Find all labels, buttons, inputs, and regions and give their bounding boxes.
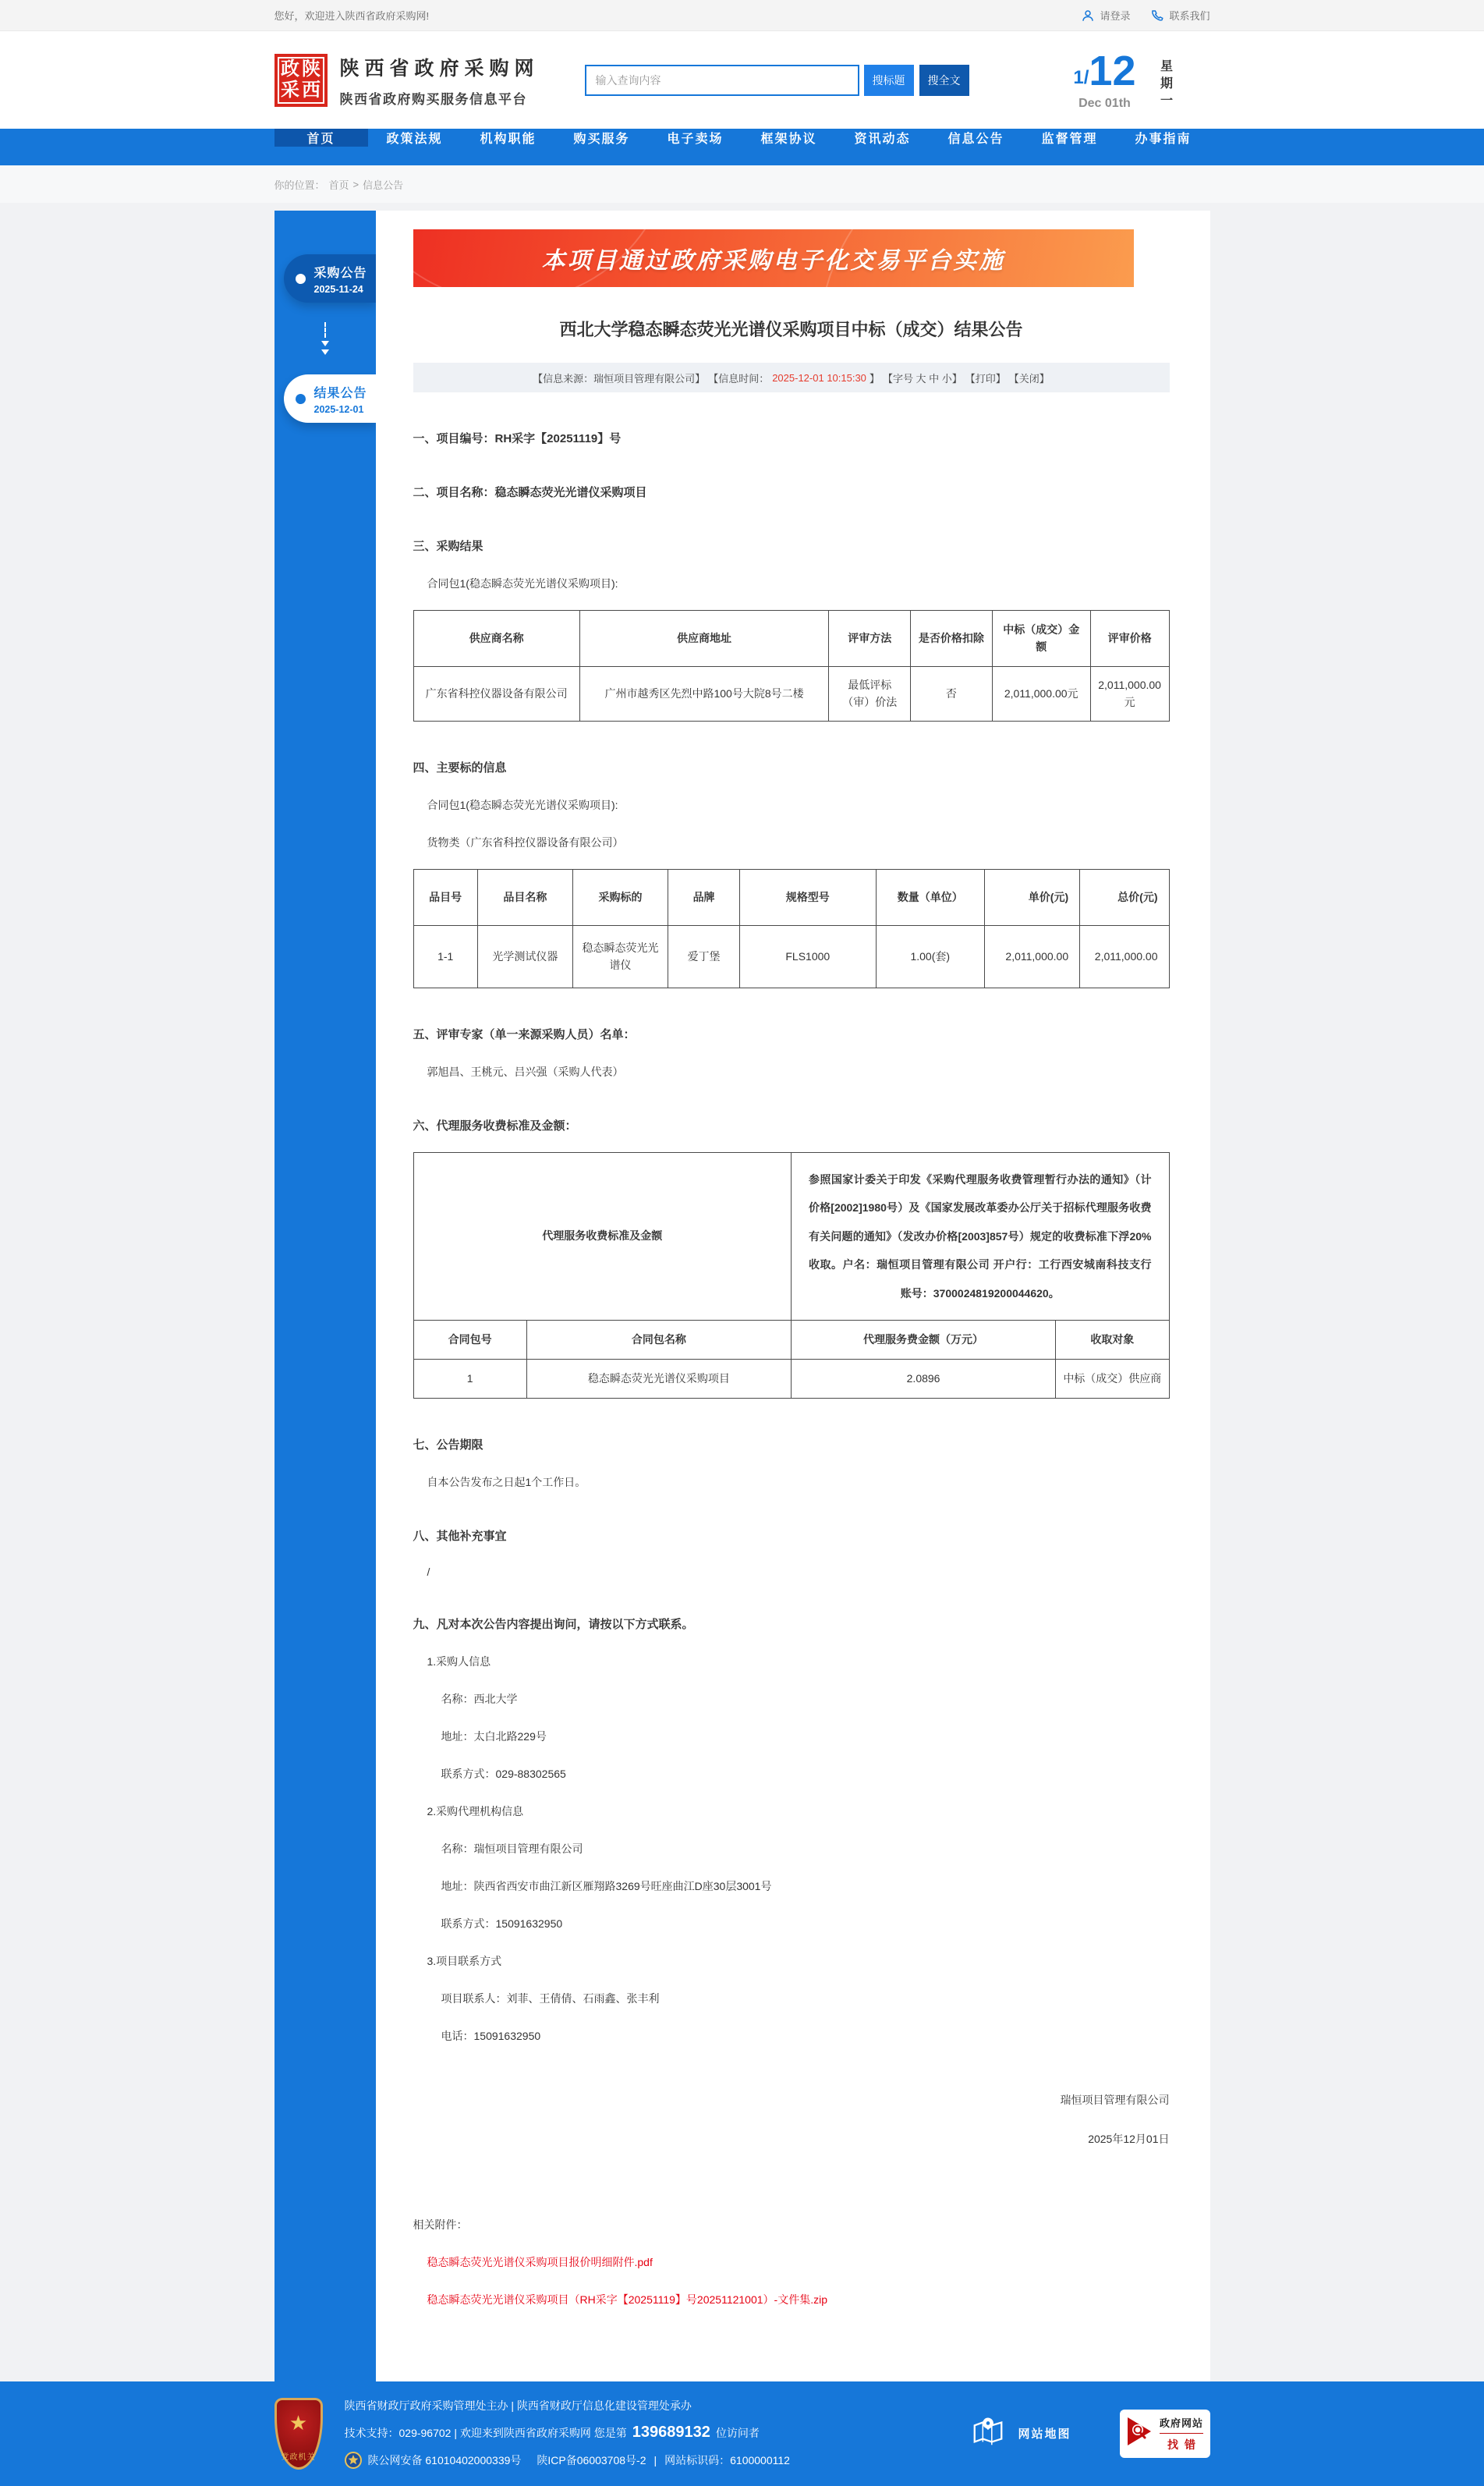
section-3-note: 合同包1(稳态瞬态荧光光谱仪采购项目): xyxy=(427,577,618,590)
font-size-control[interactable]: 【字号 大 中 小】 xyxy=(882,372,962,385)
date-widget xyxy=(1073,47,1210,111)
footer-support: 技术支持：029-96702 | 欢迎来到陕西省政府采购网 您是第 xyxy=(344,2426,627,2439)
nav-item-home[interactable]: 首页 xyxy=(274,129,368,147)
meta-time-close: 】 xyxy=(869,372,880,385)
section-6-heading: 六、代理服务收费标准及金额： xyxy=(413,1119,577,1133)
article-meta-bar xyxy=(413,363,1170,392)
bullet-dot-icon xyxy=(296,274,306,284)
section-5-heading: 五、评审专家（单一来源采购人员）名单： xyxy=(413,1028,636,1041)
nav-item-news[interactable]: 资讯动态 xyxy=(854,133,911,146)
party-government-emblem: ★ 党政机关 xyxy=(274,2398,323,2470)
attachments-label: 相关附件： xyxy=(413,2218,468,2231)
login-link[interactable]: 请登录 xyxy=(1081,8,1130,23)
breadcrumb-strip xyxy=(0,165,1484,203)
site-logo[interactable]: 政 陕 采 西 xyxy=(274,54,328,107)
signature-company: 瑞恒项目管理有限公司 xyxy=(1060,2093,1170,2106)
breadcrumb: 你的位置： 首页 > 信息公告 xyxy=(274,178,404,191)
section-8-body: / xyxy=(427,1565,430,1578)
table-header-row: 品目号 品目名称 采购标的 品牌 规格型号 数量（单位） 单价(元) 总价(元) xyxy=(413,870,1169,926)
table-row: 代理服务收费标准及金额 参照国家计委关于印发《采购代理服务收费管理暂行办法的通知》（计价格[2002]1980号）及《国家发展改革委办公厅关于招标代理服务收费有关问题的通知》（发改办价格[2003]857号）规定的收费标准下浮20%收取。户名：瑞恒项目管理有限公司 开户行：工行西安城南科技支行 账号：3700024819200044620。 xyxy=(413,1153,1169,1321)
main-nav xyxy=(0,129,1484,165)
footer-site-code: 网站标识码：6100000112 xyxy=(664,2454,790,2467)
section-4-note2: 货物类（广东省科控仪器设备有限公司） xyxy=(427,836,624,849)
attachments-section xyxy=(413,2217,1170,2307)
nav-item-policy[interactable]: 政策法规 xyxy=(386,133,443,146)
signature-block xyxy=(413,2092,1170,2147)
section-2-heading: 二、项目名称：稳态瞬态荧光光谱仪采购项目 xyxy=(413,486,647,499)
contact-link[interactable]: 联系我们 xyxy=(1150,8,1210,23)
site-footer: ★ 党政机关 陕西省财政厅政府采购管理处主办 | 陕西省财政厅信息化建设管理处承办 技术支持：029-96702 | 欢迎来到陕西省政府采购网 您是第 139689132 位访问者 陕公网安备 61010402000339号 陕ICP备06003708号-2 | 网站标识码：6100000112 网站地图 政府网站 找错 xyxy=(0,2381,1484,2486)
search-input[interactable] xyxy=(585,65,859,96)
gov-site-error-report-badge[interactable]: 政府网站 找错 xyxy=(1120,2410,1210,2458)
weekday-label: 星期一 xyxy=(1158,59,1172,111)
search-bar xyxy=(585,65,969,96)
section-8-heading: 八、其他补充事宜 xyxy=(413,1529,507,1543)
bullet-dot-icon xyxy=(296,394,306,404)
table-row: 广东省科控仪器设备有限公司 广州市越秀区先烈中路100号大院8号二楼 最低评标（审）价法 否 2,011,000.00元 2,011,000.00元 xyxy=(413,667,1169,722)
section-4-note1: 合同包1(稳态瞬态荧光光谱仪采购项目): xyxy=(427,799,618,811)
site-title: 陕西省政府采购网 xyxy=(339,57,540,80)
contact-line: 联系方式：029-88302565 xyxy=(441,1767,566,1780)
date-fraction: 1/ xyxy=(1073,66,1089,88)
table-header-row: 供应商名称 供应商地址 评审方法 是否价格扣除 中标（成交）金额 评审价格 xyxy=(413,611,1169,667)
site-subtitle: 陕西省政府购买服务信息平台 xyxy=(339,91,527,107)
article-title: 西北大学稳态瞬态荧光光谱仪采购项目中标（成交）结果公告 xyxy=(559,320,1023,339)
nav-item-framework[interactable]: 框架协议 xyxy=(760,133,817,146)
welcome-text: 您好，欢迎进入陕西省政府采购网! xyxy=(274,10,430,22)
arrow-down-icon xyxy=(274,303,376,374)
attachment-link-pdf[interactable]: 稳态瞬态荧光光谱仪采购项目报价明细附件.pdf xyxy=(427,2255,653,2268)
visitor-count: 139689132 xyxy=(632,2424,710,2442)
search-fulltext-button[interactable]: 搜全文 xyxy=(919,65,969,96)
contact-line: 联系方式：15091632950 xyxy=(441,1917,563,1930)
map-icon xyxy=(970,2413,1006,2453)
section-9-heading: 九、凡对本次公告内容提出询问，请按以下方式联系。 xyxy=(413,1617,694,1631)
breadcrumb-current[interactable]: 信息公告 xyxy=(363,179,404,191)
magnifier-flag-icon xyxy=(1126,2416,1154,2451)
footer-organizer: 陕西省财政厅政府采购管理处主办 | 陕西省财政厅信息化建设管理处承办 xyxy=(344,2399,692,2413)
platform-banner: 本项目通过政府采购电子化交易平台实施 xyxy=(413,229,1134,287)
emblem-star-icon: ★ xyxy=(289,2410,308,2435)
sitemap-link[interactable]: 网站地图 xyxy=(970,2413,1071,2453)
footer-visitor-suffix: 位访问者 xyxy=(715,2426,760,2439)
phone-icon xyxy=(1150,9,1164,23)
print-button[interactable]: 【打印】 xyxy=(965,372,1006,385)
meta-time-value: 2025-12-01 10:15:30 xyxy=(772,371,866,384)
meta-time-open: 【信息时间： xyxy=(708,372,770,385)
sidebar-item-result-notice[interactable]: 结果公告 2025-12-01 xyxy=(284,374,376,423)
user-icon xyxy=(1081,9,1095,23)
close-button[interactable]: 【关闭】 xyxy=(1008,372,1050,385)
table-row: 1-1 光学测试仪器 稳态瞬态荧光光谱仪 爱丁堡 FLS1000 1.00(套) 2,011,000.00 2,011,000.00 xyxy=(413,926,1169,988)
date-english: Dec 01th xyxy=(1078,96,1131,110)
section-7-body: 自本公告发布之日起1个工作日。 xyxy=(427,1475,586,1488)
nav-item-purchase-service[interactable]: 购买服务 xyxy=(573,133,630,146)
footer-beian: 陕公网安备 61010402000339号 xyxy=(367,2454,522,2467)
section-4-heading: 四、主要标的信息 xyxy=(413,761,507,775)
topbar xyxy=(0,0,1484,31)
timeline-sidebar xyxy=(274,211,376,2381)
main-area xyxy=(0,203,1484,2381)
attachment-link-zip[interactable]: 稳态瞬态荧光光谱仪采购项目（RH采字【20251119】号20251121001）-文件集.zip xyxy=(427,2293,827,2306)
contact-line: 电话：15091632950 xyxy=(441,2029,541,2042)
table-row: 1 稳态瞬态荧光光谱仪采购项目 2.0896 中标（成交）供应商 xyxy=(413,1359,1169,1398)
contact-line: 项目联系人：刘菲、王倩倩、石雨鑫、张丰利 xyxy=(441,1991,660,2005)
date-day: 12 xyxy=(1089,47,1136,94)
site-header xyxy=(0,31,1484,129)
contact-group-title: 1.采购人信息 xyxy=(427,1654,491,1668)
contact-line: 名称：瑞恒项目管理有限公司 xyxy=(441,1842,583,1855)
contact-line: 地址：太白北路229号 xyxy=(441,1729,547,1743)
contact-line: 名称：西北大学 xyxy=(441,1692,518,1705)
contact-group-title: 3.项目联系方式 xyxy=(427,1954,502,1967)
footer-icp: 陕ICP备06003708号-2 xyxy=(537,2454,646,2467)
section-3-heading: 三、采购结果 xyxy=(413,540,483,553)
nav-item-supervision[interactable]: 监督管理 xyxy=(1041,133,1098,146)
supplier-result-table xyxy=(413,610,1170,722)
article-panel xyxy=(376,211,1210,2381)
contact-line: 地址：陕西省西安市曲江新区雁翔路3269号旺座曲江D座30层3001号 xyxy=(441,1879,772,1892)
items-table xyxy=(413,869,1170,988)
section-5-body: 郭旭昌、王桃元、吕兴强（采购人代表） xyxy=(427,1066,624,1078)
contact-group-title: 2.采购代理机构信息 xyxy=(427,1804,524,1818)
search-title-button[interactable]: 搜标题 xyxy=(864,65,914,96)
table-header-row: 合同包号 合同包名称 代理服务费金额（万元） 收取对象 xyxy=(413,1320,1169,1359)
section-1-heading: 一、项目编号：RH采字【20251119】号 xyxy=(413,432,622,445)
breadcrumb-home[interactable]: 首页 xyxy=(328,179,349,191)
nav-item-functions[interactable]: 机构职能 xyxy=(480,133,537,146)
police-badge-icon xyxy=(345,2452,362,2469)
nav-item-guide[interactable]: 办事指南 xyxy=(1135,133,1192,146)
meta-source: 【信息来源：瑞恒项目管理有限公司】 xyxy=(533,372,706,385)
signature-date: 2025年12月01日 xyxy=(1088,2132,1170,2145)
nav-item-announcements[interactable]: 信息公告 xyxy=(947,133,1004,146)
sidebar-item-purchase-notice[interactable]: 采购公告 2025-11-24 xyxy=(284,254,376,303)
section-7-heading: 七、公告期限 xyxy=(413,1438,483,1452)
nav-item-e-market[interactable]: 电子卖场 xyxy=(667,133,724,146)
divider xyxy=(1160,2433,1203,2434)
agency-fee-table xyxy=(413,1152,1170,1399)
